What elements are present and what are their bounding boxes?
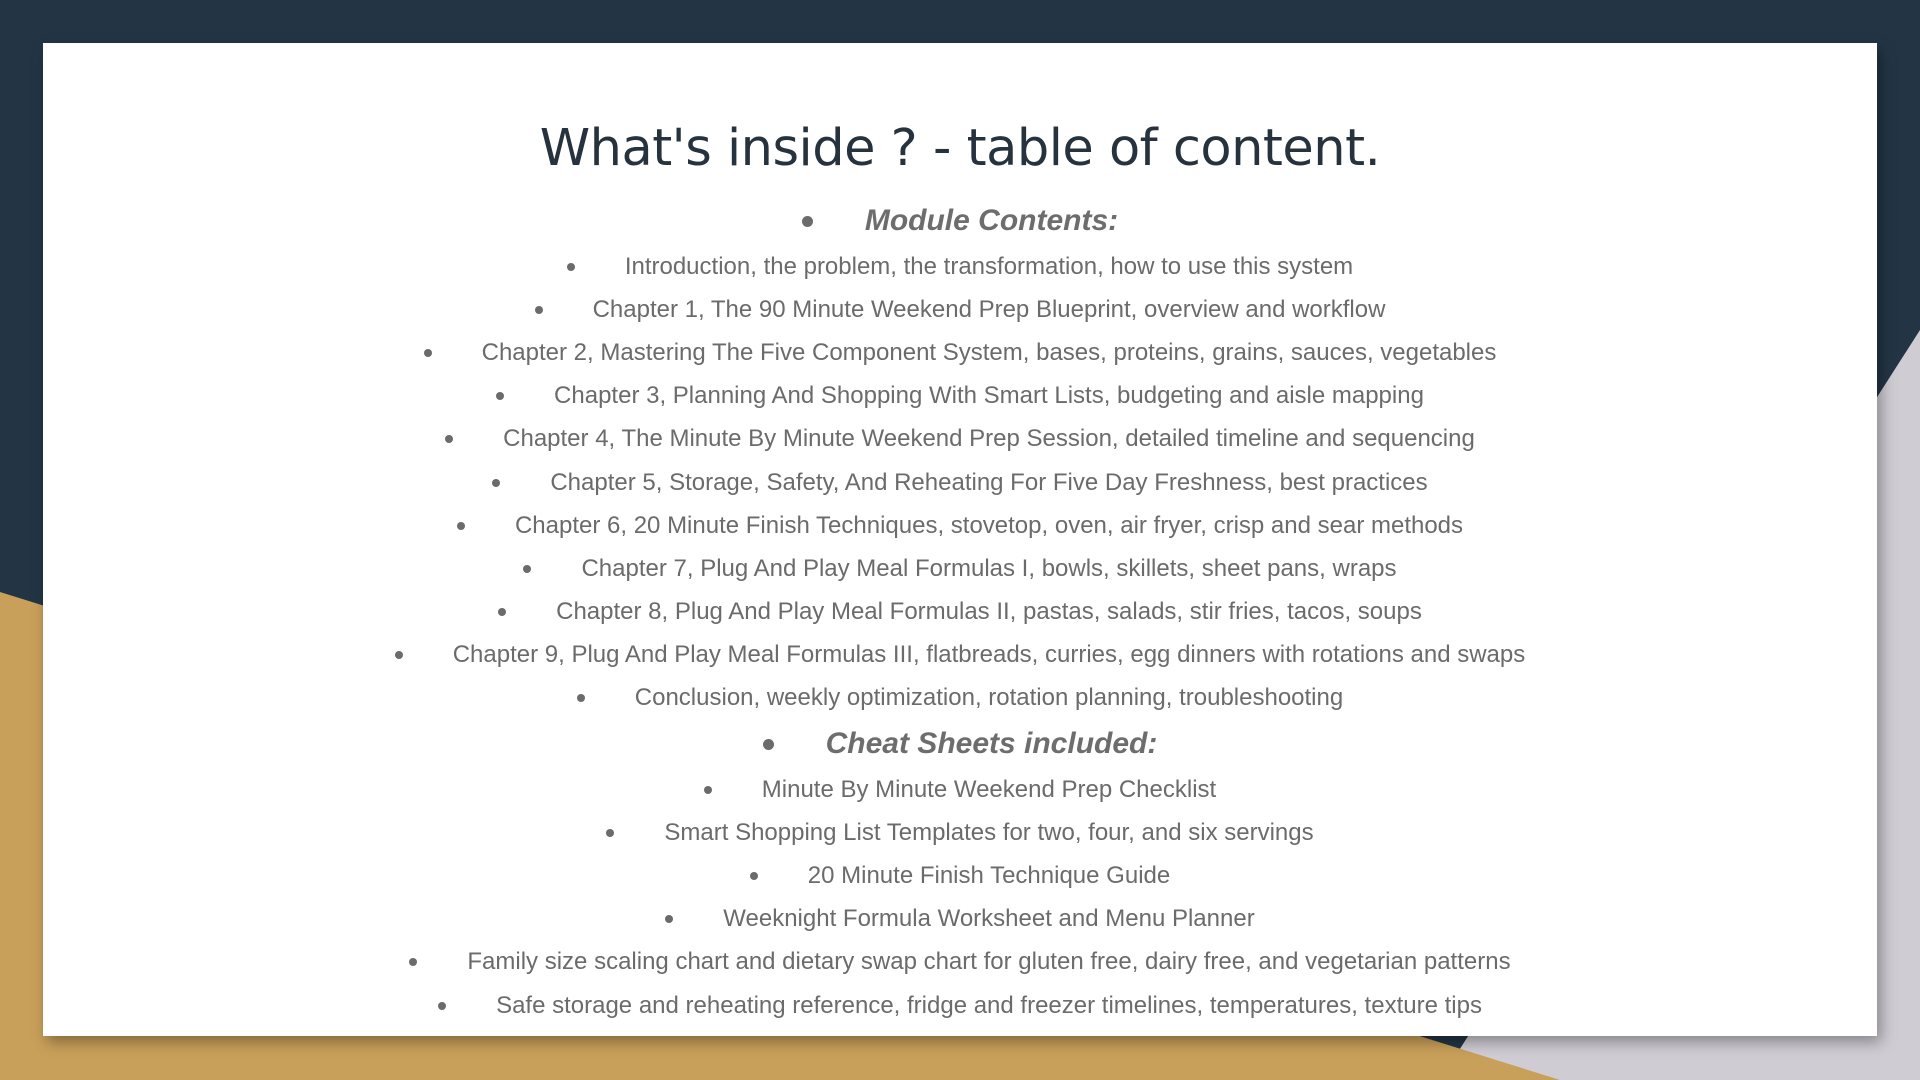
bullet-icon [665,915,673,923]
bullet-icon [457,522,465,530]
bullet-icon [496,392,504,400]
list-item: Minute By Minute Weekend Prep Checklist [43,768,1877,811]
bullet-icon [445,435,453,443]
list-item: Chapter 1, The 90 Minute Weekend Prep Blueprint, overview and workflow [43,288,1877,331]
list-item: Chapter 7, Plug And Play Meal Formulas I, bowls, skillets, sheet pans, wraps [43,547,1877,590]
list-item: Smart Shopping List Templates for two, four, and six servings [43,811,1877,854]
list-item: Chapter 9, Plug And Play Meal Formulas III, flatbreads, curries, egg dinners with rotations and swaps [43,634,1877,677]
bullet-icon [750,872,758,880]
list-item: Conclusion, weekly optimization, rotation planning, troubleshooting [43,677,1877,720]
list-item: Introduction, the problem, the transformation, how to use this system [43,245,1877,288]
list-item: Chapter 3, Planning And Shopping With Smart Lists, budgeting and aisle mapping [43,375,1877,418]
bullet-icon [395,651,403,659]
list-item: Chapter 5, Storage, Safety, And Reheating For Five Day Freshness, best practices [43,461,1877,504]
list-item: Chapter 6, 20 Minute Finish Techniques, stovetop, oven, air fryer, crisp and sear methods [43,504,1877,547]
bullet-icon [409,958,417,966]
bullet-icon [535,306,543,314]
table-of-contents [43,197,1877,1027]
list-item: Chapter 2, Mastering The Five Component System, bases, proteins, grains, sauces, vegetables [43,331,1877,374]
list-item: 20 Minute Finish Technique Guide [43,854,1877,897]
bullet-icon [577,694,585,702]
bullet-icon [438,1002,446,1010]
list-item: Chapter 8, Plug And Play Meal Formulas II, pastas, salads, stir fries, tacos, soups [43,591,1877,634]
list-item: Safe storage and reheating reference, fridge and freezer timelines, temperatures, texture tips [43,984,1877,1027]
page-title: What's inside ? - table of content. [539,119,1381,178]
list-item: Family size scaling chart and dietary swap chart for gluten free, dairy free, and vegetarian patterns [43,941,1877,984]
bullet-icon [606,829,614,837]
bullet-icon [424,349,432,357]
bullet-icon [523,565,531,573]
list-item: Chapter 4, The Minute By Minute Weekend Prep Session, detailed timeline and sequencing [43,418,1877,461]
list-item: Weeknight Formula Worksheet and Menu Planner [43,898,1877,941]
bullet-icon [498,608,506,616]
bullet-icon [704,786,712,794]
section-heading-cheat-sheets: Cheat Sheets included: [43,720,1877,768]
bullet-icon [802,216,813,227]
section-heading-module-contents: Module Contents: [43,197,1877,245]
bullet-icon [763,739,774,750]
bullet-icon [567,263,575,271]
bullet-icon [492,479,500,487]
slide-panel [43,43,1877,1036]
